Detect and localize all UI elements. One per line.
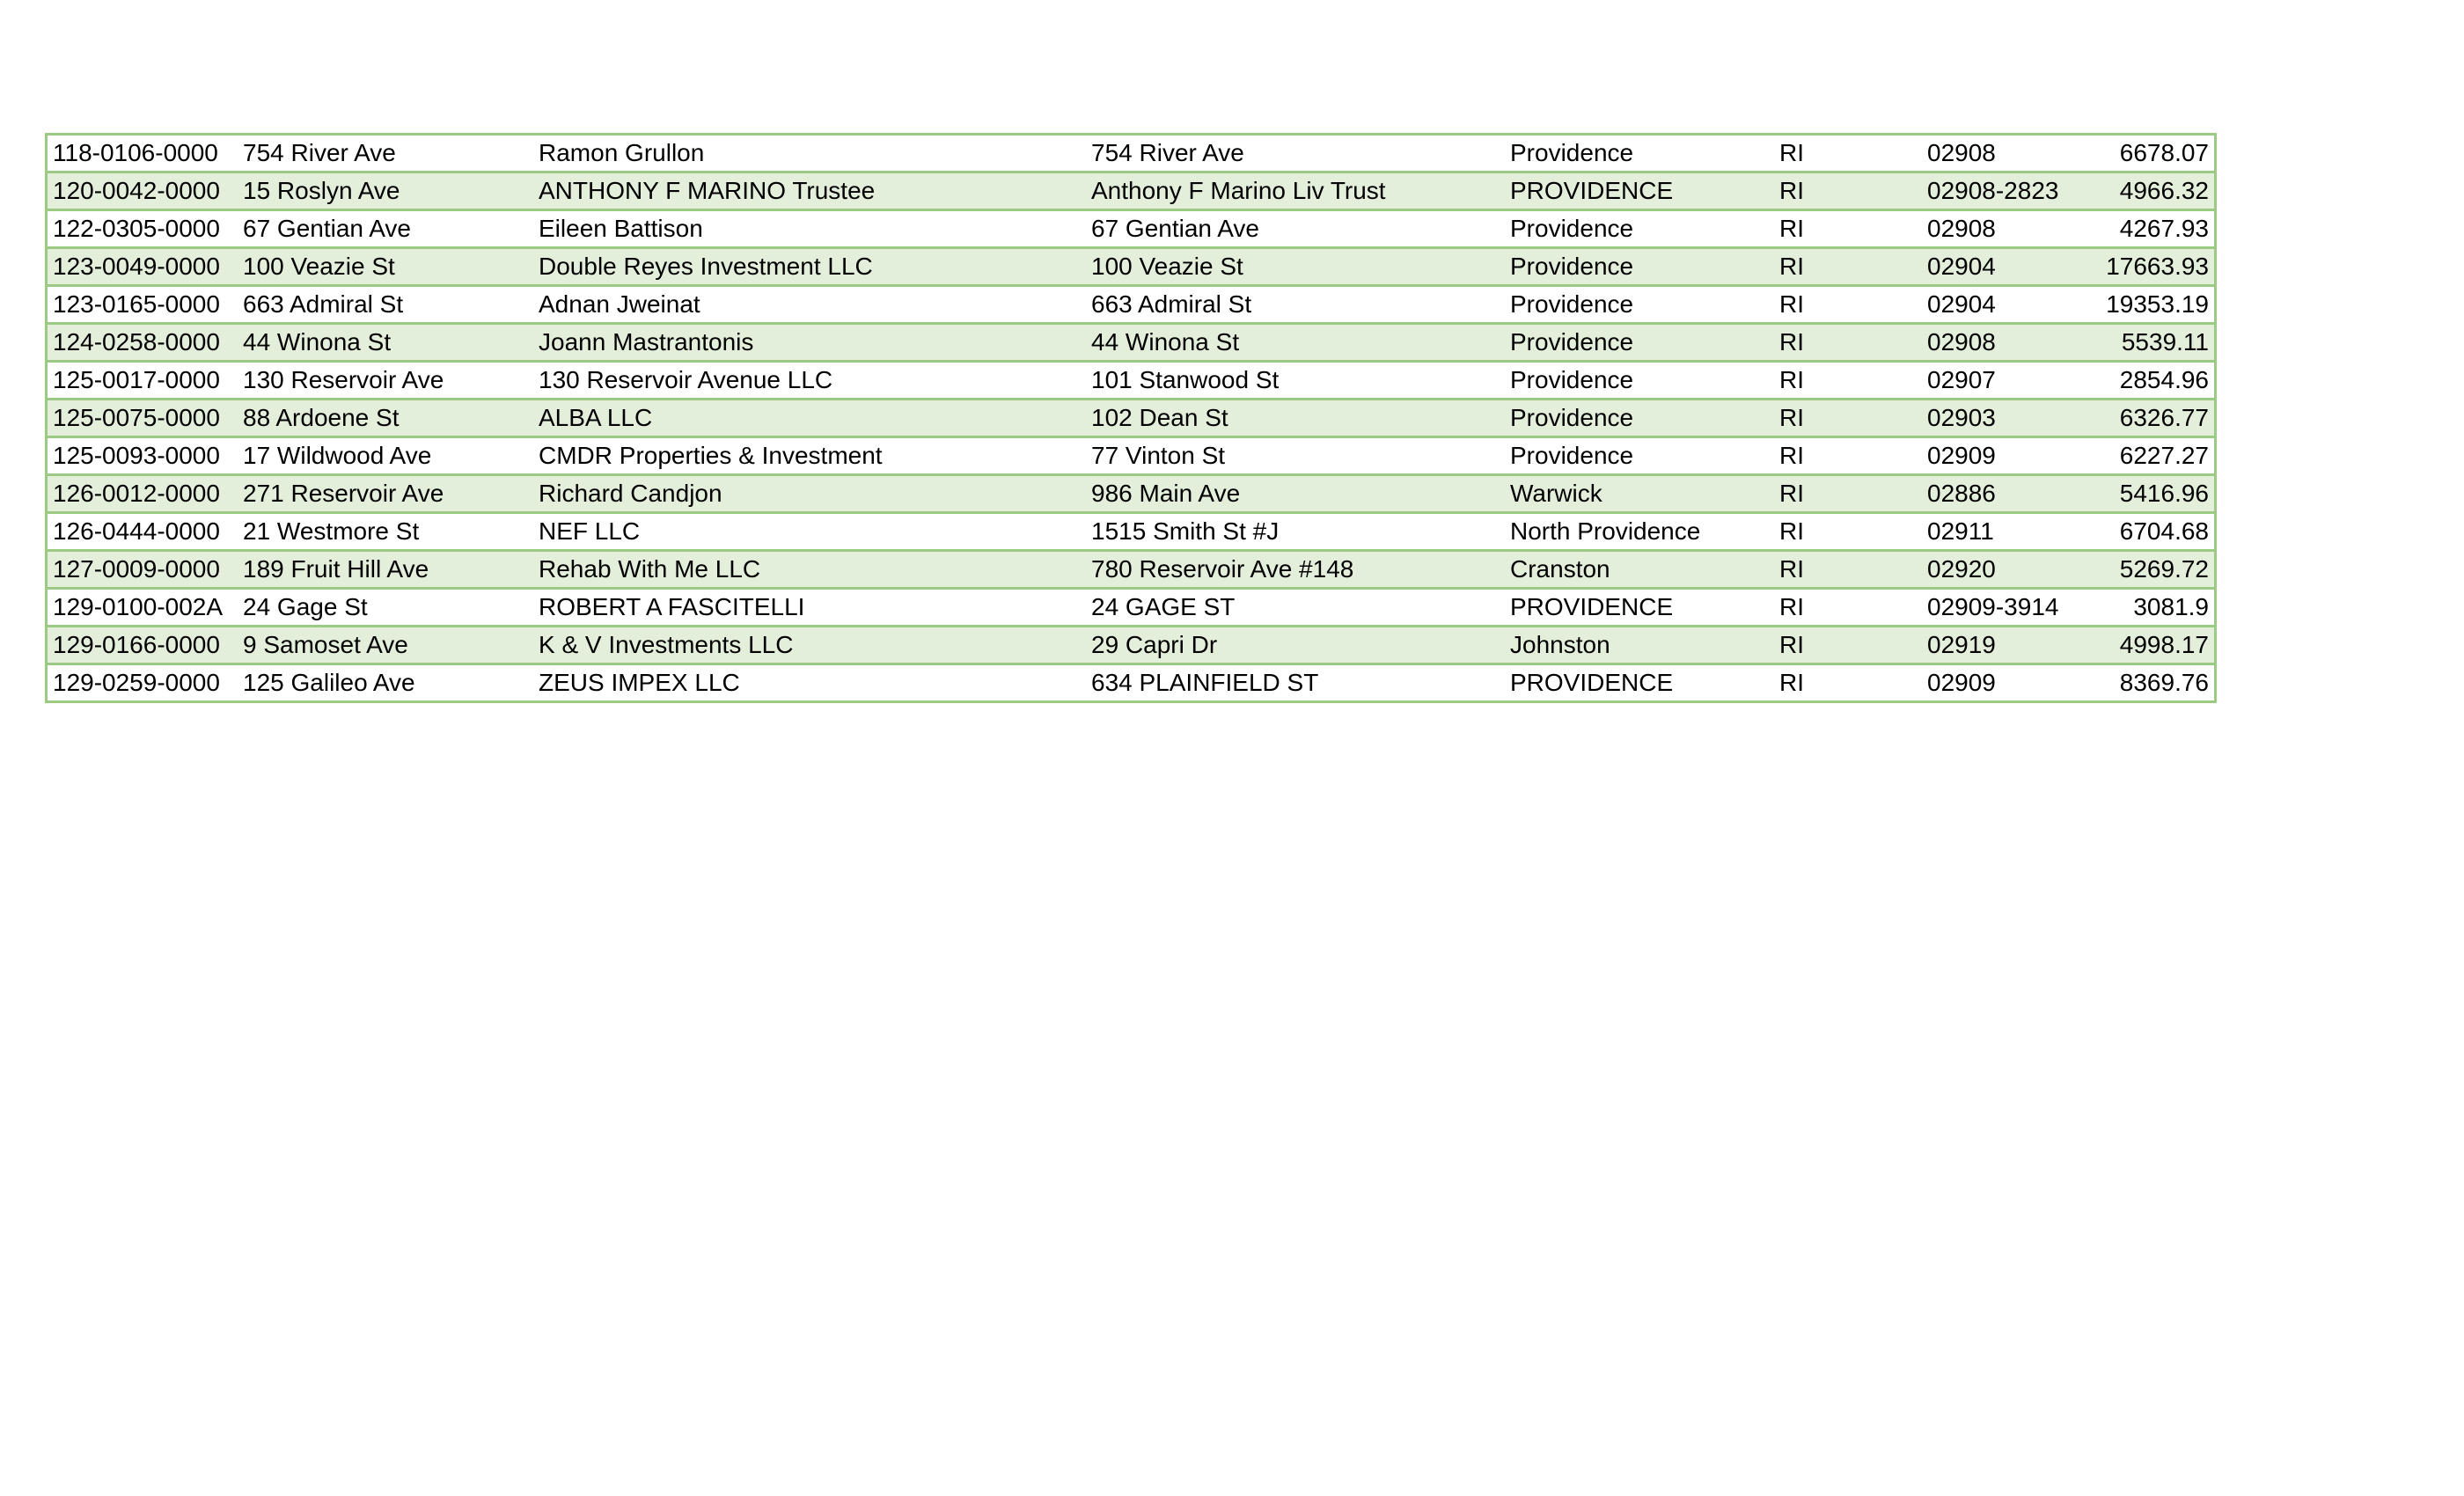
state-cell: RI (1774, 589, 1922, 627)
city-cell: Cranston (1505, 551, 1774, 589)
zip-cell: 02904 (1922, 248, 2075, 286)
property-table-container (45, 133, 2217, 703)
parcel-id-cell: 129-0259-0000 (48, 664, 238, 701)
mailing-address-cell: 663 Admiral St (1086, 286, 1505, 324)
table-row (48, 362, 2214, 400)
amount-cell: 4966.32 (2075, 172, 2214, 210)
amount-cell: 4267.93 (2075, 210, 2214, 248)
zip-cell: 02909 (1922, 664, 2075, 701)
amount-cell: 5269.72 (2075, 551, 2214, 589)
city-cell: Providence (1505, 324, 1774, 362)
city-cell: Providence (1505, 286, 1774, 324)
state-cell: RI (1774, 286, 1922, 324)
table-row (48, 437, 2214, 475)
mailing-address-cell: 77 Vinton St (1086, 437, 1505, 475)
owner-name-cell: ALBA LLC (533, 400, 1086, 437)
property-location-cell: 100 Veazie St (238, 248, 533, 286)
mailing-address-cell: 44 Winona St (1086, 324, 1505, 362)
property-table (48, 136, 2214, 700)
parcel-id-cell: 129-0100-002A (48, 589, 238, 627)
city-cell: PROVIDENCE (1505, 664, 1774, 701)
amount-cell: 5416.96 (2075, 475, 2214, 513)
owner-name-cell: 130 Reservoir Avenue LLC (533, 362, 1086, 400)
table-row (48, 475, 2214, 513)
owner-name-cell: ROBERT A FASCITELLI (533, 589, 1086, 627)
zip-cell: 02909-3914 (1922, 589, 2075, 627)
owner-name-cell: ZEUS IMPEX LLC (533, 664, 1086, 701)
zip-cell: 02920 (1922, 551, 2075, 589)
zip-cell: 02886 (1922, 475, 2075, 513)
mailing-address-cell: 67 Gentian Ave (1086, 210, 1505, 248)
property-location-cell: 21 Westmore St (238, 513, 533, 551)
parcel-id-cell: 129-0166-0000 (48, 627, 238, 664)
table-row (48, 172, 2214, 210)
amount-cell: 6326.77 (2075, 400, 2214, 437)
owner-name-cell: CMDR Properties & Investment (533, 437, 1086, 475)
parcel-id-cell: 122-0305-0000 (48, 210, 238, 248)
owner-name-cell: K & V Investments LLC (533, 627, 1086, 664)
state-cell: RI (1774, 664, 1922, 701)
city-cell: PROVIDENCE (1505, 172, 1774, 210)
table-row (48, 286, 2214, 324)
state-cell: RI (1774, 172, 1922, 210)
amount-cell: 17663.93 (2075, 248, 2214, 286)
parcel-id-cell: 125-0017-0000 (48, 362, 238, 400)
owner-name-cell: Richard Candjon (533, 475, 1086, 513)
amount-cell: 5539.11 (2075, 324, 2214, 362)
mailing-address-cell: 780 Reservoir Ave #148 (1086, 551, 1505, 589)
property-location-cell: 24 Gage St (238, 589, 533, 627)
state-cell: RI (1774, 400, 1922, 437)
table-row (48, 513, 2214, 551)
owner-name-cell: ANTHONY F MARINO Trustee (533, 172, 1086, 210)
mailing-address-cell: 1515 Smith St #J (1086, 513, 1505, 551)
table-row (48, 400, 2214, 437)
property-location-cell: 15 Roslyn Ave (238, 172, 533, 210)
owner-name-cell: Double Reyes Investment LLC (533, 248, 1086, 286)
parcel-id-cell: 126-0012-0000 (48, 475, 238, 513)
city-cell: Providence (1505, 210, 1774, 248)
zip-cell: 02904 (1922, 286, 2075, 324)
state-cell: RI (1774, 475, 1922, 513)
city-cell: Providence (1505, 400, 1774, 437)
owner-name-cell: Rehab With Me LLC (533, 551, 1086, 589)
table-body (48, 136, 2214, 700)
zip-cell: 02911 (1922, 513, 2075, 551)
owner-name-cell: NEF LLC (533, 513, 1086, 551)
state-cell: RI (1774, 362, 1922, 400)
mailing-address-cell: 100 Veazie St (1086, 248, 1505, 286)
amount-cell: 6227.27 (2075, 437, 2214, 475)
state-cell: RI (1774, 513, 1922, 551)
state-cell: RI (1774, 324, 1922, 362)
property-location-cell: 17 Wildwood Ave (238, 437, 533, 475)
amount-cell: 6704.68 (2075, 513, 2214, 551)
table-row (48, 589, 2214, 627)
city-cell: Warwick (1505, 475, 1774, 513)
owner-name-cell: Joann Mastrantonis (533, 324, 1086, 362)
mailing-address-cell: 754 River Ave (1086, 136, 1505, 172)
zip-cell: 02908 (1922, 210, 2075, 248)
table-row (48, 627, 2214, 664)
property-location-cell: 125 Galileo Ave (238, 664, 533, 701)
property-location-cell: 754 River Ave (238, 136, 533, 172)
amount-cell: 4998.17 (2075, 627, 2214, 664)
mailing-address-cell: 986 Main Ave (1086, 475, 1505, 513)
table-row (48, 324, 2214, 362)
city-cell: Providence (1505, 136, 1774, 172)
zip-cell: 02908-2823 (1922, 172, 2075, 210)
amount-cell: 2854.96 (2075, 362, 2214, 400)
table-row (48, 551, 2214, 589)
property-location-cell: 9 Samoset Ave (238, 627, 533, 664)
state-cell: RI (1774, 136, 1922, 172)
parcel-id-cell: 123-0049-0000 (48, 248, 238, 286)
mailing-address-cell: 24 GAGE ST (1086, 589, 1505, 627)
city-cell: Providence (1505, 248, 1774, 286)
owner-name-cell: Eileen Battison (533, 210, 1086, 248)
city-cell: Providence (1505, 362, 1774, 400)
property-location-cell: 44 Winona St (238, 324, 533, 362)
mailing-address-cell: 101 Stanwood St (1086, 362, 1505, 400)
zip-cell: 02907 (1922, 362, 2075, 400)
city-cell: North Providence (1505, 513, 1774, 551)
state-cell: RI (1774, 437, 1922, 475)
parcel-id-cell: 125-0075-0000 (48, 400, 238, 437)
parcel-id-cell: 120-0042-0000 (48, 172, 238, 210)
mailing-address-cell: 634 PLAINFIELD ST (1086, 664, 1505, 701)
parcel-id-cell: 127-0009-0000 (48, 551, 238, 589)
table-row (48, 136, 2214, 172)
table-row (48, 210, 2214, 248)
property-location-cell: 67 Gentian Ave (238, 210, 533, 248)
property-location-cell: 271 Reservoir Ave (238, 475, 533, 513)
table-row (48, 248, 2214, 286)
property-location-cell: 130 Reservoir Ave (238, 362, 533, 400)
state-cell: RI (1774, 248, 1922, 286)
amount-cell: 8369.76 (2075, 664, 2214, 701)
property-location-cell: 189 Fruit Hill Ave (238, 551, 533, 589)
amount-cell: 19353.19 (2075, 286, 2214, 324)
parcel-id-cell: 118-0106-0000 (48, 136, 238, 172)
city-cell: Johnston (1505, 627, 1774, 664)
state-cell: RI (1774, 551, 1922, 589)
property-location-cell: 663 Admiral St (238, 286, 533, 324)
property-location-cell: 88 Ardoene St (238, 400, 533, 437)
state-cell: RI (1774, 210, 1922, 248)
mailing-address-cell: 29 Capri Dr (1086, 627, 1505, 664)
mailing-address-cell: Anthony F Marino Liv Trust (1086, 172, 1505, 210)
amount-cell: 6678.07 (2075, 136, 2214, 172)
owner-name-cell: Ramon Grullon (533, 136, 1086, 172)
city-cell: PROVIDENCE (1505, 589, 1774, 627)
zip-cell: 02909 (1922, 437, 2075, 475)
zip-cell: 02903 (1922, 400, 2075, 437)
parcel-id-cell: 126-0444-0000 (48, 513, 238, 551)
zip-cell: 02919 (1922, 627, 2075, 664)
zip-cell: 02908 (1922, 324, 2075, 362)
zip-cell: 02908 (1922, 136, 2075, 172)
mailing-address-cell: 102 Dean St (1086, 400, 1505, 437)
owner-name-cell: Adnan Jweinat (533, 286, 1086, 324)
parcel-id-cell: 124-0258-0000 (48, 324, 238, 362)
state-cell: RI (1774, 627, 1922, 664)
table-row (48, 664, 2214, 701)
parcel-id-cell: 125-0093-0000 (48, 437, 238, 475)
parcel-id-cell: 123-0165-0000 (48, 286, 238, 324)
city-cell: Providence (1505, 437, 1774, 475)
amount-cell: 3081.9 (2075, 589, 2214, 627)
